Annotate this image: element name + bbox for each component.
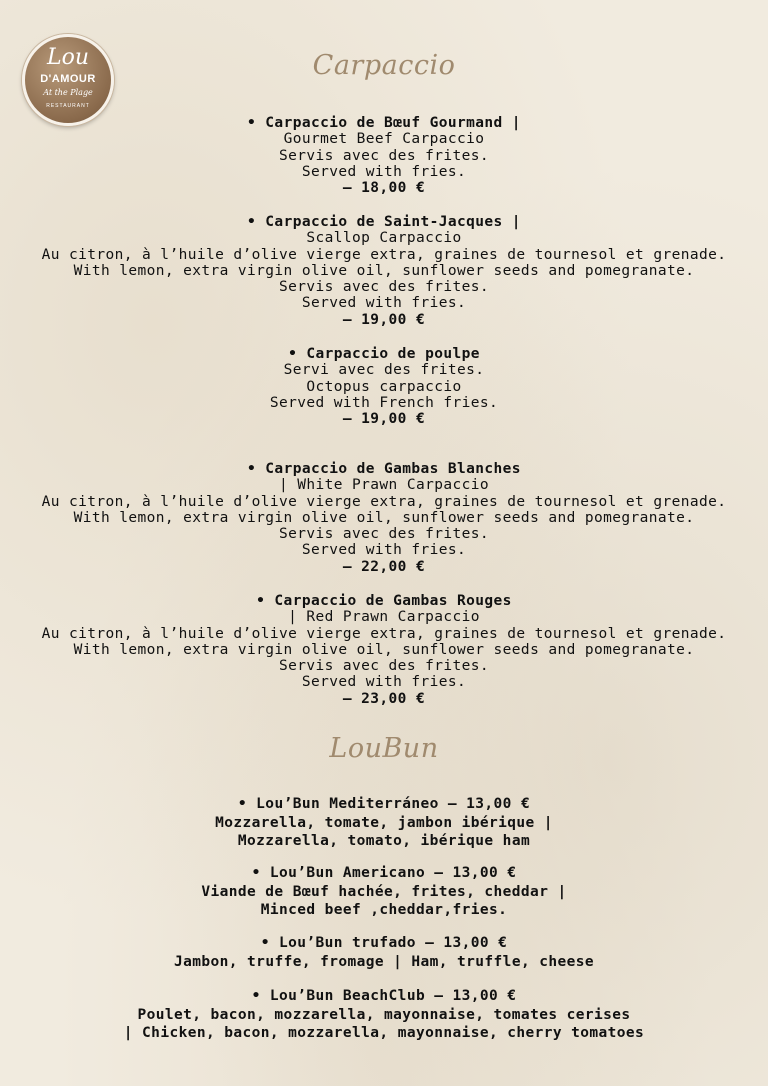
item-description: Viande de Bœuf hachée, frites, cheddar | — [201, 883, 567, 900]
menu-item-carpaccio-gambas-rouges — [0, 593, 768, 707]
item-subtitle: Gourmet Beef Carpaccio — [283, 131, 485, 148]
item-name: • Lou’Bun trufado – 13,00 € — [260, 935, 508, 951]
menu-item-carpaccio-poulpe — [0, 346, 768, 427]
item-name: • Lou’Bun BeachClub – 13,00 € — [251, 988, 517, 1004]
item-name: • Lou’Bun Americano – 13,00 € — [251, 865, 517, 881]
item-description: Au citron, à l’huile d’olive vierge extra, graines de tournesol et grenade. — [41, 493, 727, 510]
item-description: Servi avec des frites. — [283, 362, 485, 379]
item-price: – 18,00 € — [342, 180, 426, 197]
logo-line-2: D'AMOUR — [40, 73, 96, 85]
item-name: • Carpaccio de Gambas Rouges — [256, 593, 512, 609]
menu-item-carpaccio-saint-jacques — [0, 214, 768, 328]
item-description: Mozzarella, tomato, ibérique ham — [237, 833, 531, 849]
item-description: Served with fries. — [301, 674, 467, 691]
logo-line-4: RESTAURANT — [46, 103, 90, 109]
item-price: – 19,00 € — [342, 311, 426, 328]
item-description: Served with French fries. — [269, 394, 499, 411]
item-description: Jambon, truffe, fromage | Ham, truffle, cheese — [174, 953, 594, 970]
menu-item-loubun-americano — [0, 864, 768, 920]
item-name: • Lou’Bun Mediterráneo – 13,00 € — [237, 796, 531, 812]
menu-item-loubun-mediterraneo — [0, 795, 768, 851]
section-title-carpaccio: Carpaccio — [312, 50, 456, 81]
menu-item-carpaccio-gambas-blanches — [0, 461, 768, 575]
item-description: Au citron, à l’huile d’olive vierge extra, graines de tournesol et grenade. — [41, 246, 727, 263]
item-description: Servis avec des frites. — [279, 279, 489, 296]
section-title-loubun: LouBun — [329, 733, 439, 764]
item-name: • Carpaccio de Gambas Blanches — [247, 461, 521, 477]
item-name: • Carpaccio de poulpe — [288, 346, 480, 362]
item-description: Served with fries. — [301, 542, 467, 559]
logo-line-1: Lou — [46, 45, 90, 70]
item-description: Poulet, bacon, mozzarella, mayonnaise, tomates cerises — [137, 1006, 631, 1023]
item-description: Servis avec des frites. — [279, 526, 489, 543]
item-description: With lemon, extra virgin olive oil, sunflower seeds and pomegranate. — [73, 641, 695, 658]
item-description: With lemon, extra virgin olive oil, sunflower seeds and pomegranate. — [73, 509, 695, 526]
item-subtitle: | White Prawn Carpaccio — [279, 477, 489, 494]
item-subtitle: Scallop Carpaccio — [306, 230, 462, 247]
item-price: – 19,00 € — [342, 411, 426, 428]
item-name: • Carpaccio de Bœuf Gourmand | — [247, 115, 521, 131]
item-subtitle: | Red Prawn Carpaccio — [288, 609, 480, 626]
item-description: Served with fries. — [301, 295, 467, 312]
item-name: • Carpaccio de Saint-Jacques | — [247, 214, 521, 230]
item-description: Served with fries. — [301, 163, 467, 180]
item-price: – 22,00 € — [342, 558, 426, 575]
item-description: With lemon, extra virgin olive oil, sunflower seeds and pomegranate. — [73, 262, 695, 279]
item-description: Mozzarella, tomate, jambon ibérique | — [215, 814, 553, 831]
item-description: Minced beef ,cheddar,fries. — [260, 902, 508, 918]
item-description: | Chicken, bacon, mozzarella, mayonnaise, cherry tomatoes — [123, 1025, 645, 1041]
item-description: Servis avec des frites. — [279, 658, 489, 675]
item-description: Au citron, à l’huile d’olive vierge extra, graines de tournesol et grenade. — [41, 625, 727, 642]
menu-item-carpaccio-boeuf — [0, 115, 768, 196]
item-price: – 23,00 € — [342, 690, 426, 707]
menu-item-loubun-beachclub — [0, 987, 768, 1043]
menu-item-loubun-trufado — [0, 934, 768, 971]
item-description: Servis avec des frites. — [279, 147, 489, 164]
item-subtitle: Octopus carpaccio — [306, 378, 462, 395]
logo-line-3: At the Plage — [43, 88, 93, 97]
